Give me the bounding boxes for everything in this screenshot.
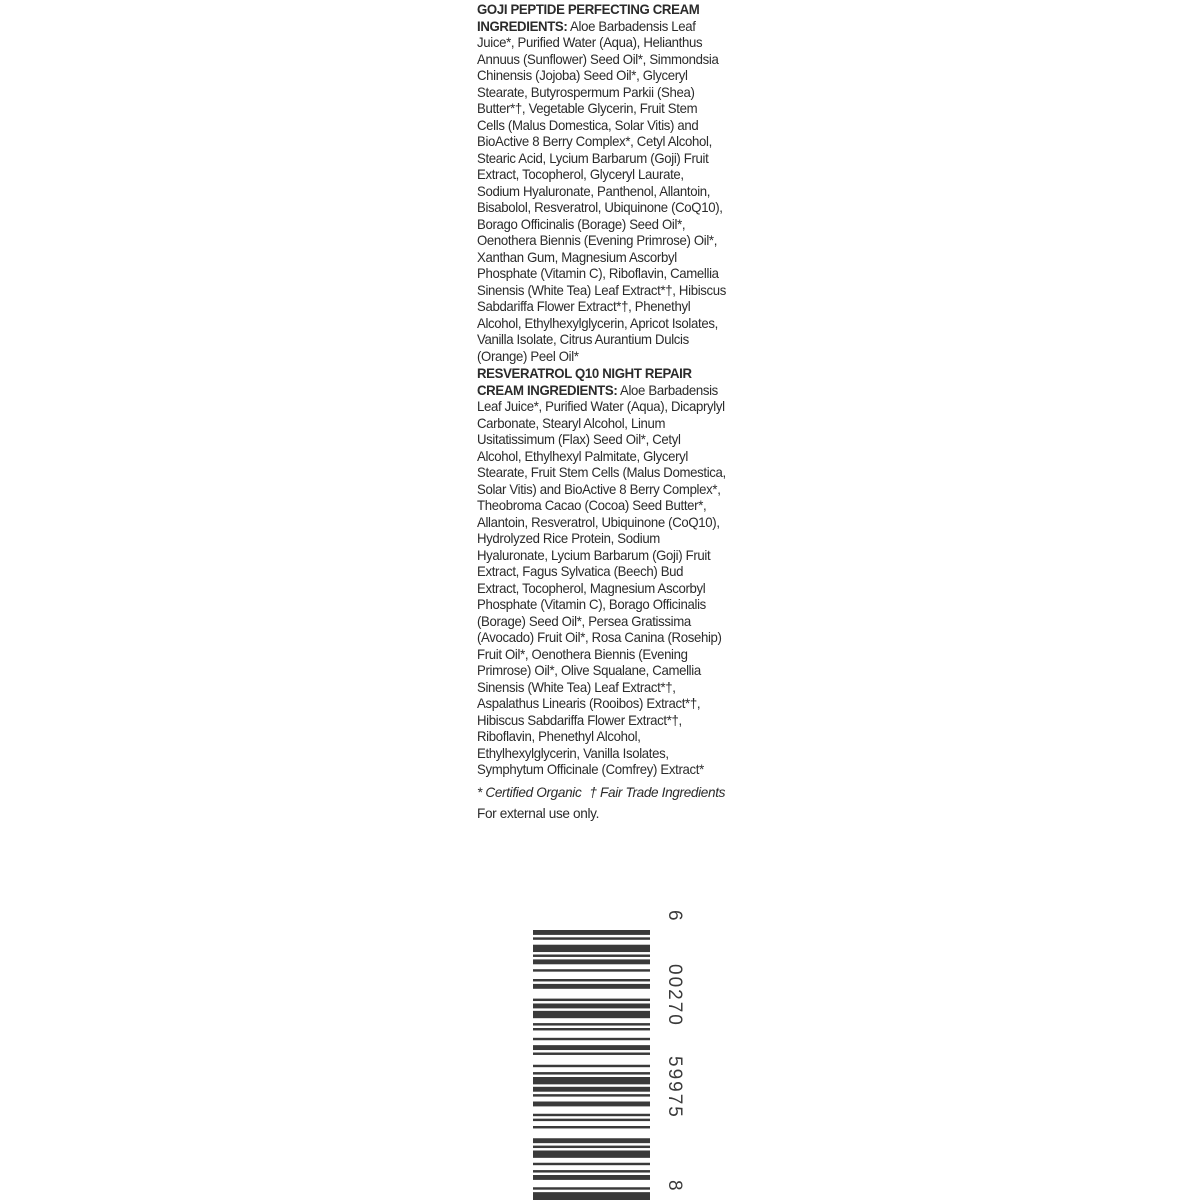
footnote xyxy=(477,785,735,802)
barcode-bar xyxy=(533,1087,650,1092)
goji-ingredients-section xyxy=(477,2,727,365)
barcode-bar xyxy=(533,1192,650,1200)
barcode-bar xyxy=(533,1077,650,1084)
barcode-bar xyxy=(533,979,650,981)
resveratrol-ingredients-list: Aloe Barbadensis Leaf Juice*, Purified Water (Aqua), Dicaprylyl Carbonate, Stearyl Alcohol, Linum Usitatissimum (Flax) Seed Oil*, Cetyl Alcohol, Ethylhexyl Palmitate, Glyceryl Stearate, Fruit Stem Cells (Malus Domestica, Solar Vitis) and BioActive 8 Berry Complex*, Theobroma Cacao (Cocoa) Seed Butter*, Allantoin, Resveratrol, Ubiquinone (CoQ10), Hydrolyzed Rice Protein, Sodium Hyaluronate, Lycium Barbarum (Goji) Fruit Extract, Fagus Sylvatica (Beech) Bud Extract, Tocopherol, Magnesium Ascorbyl Phosphate (Vitamin C), Borago Officinalis (Borage) Seed Oil*, Persea Gratissima (Avocado) Fruit Oil*, Rosa Canina (Rosehip) Fruit Oil*, Oenothera Biennis (Evening Primrose) Oil*, Olive Squalane, Camellia Sinensis (White Tea) Leaf Extract*†, Aspalathus Linearis (Rooibos) Extract*†, Hibiscus Sabdariffa Flower Extract*†, Riboflavin, Phenethyl Alcohol, Ethylhexylglycerin, Vanilla Isolates, Symphytum Officinale (Comfrey) Extract* xyxy=(477,382,726,777)
goji-ingredients-heading: GOJI PEPTIDE PERFECTING CREAM INGREDIENTS: xyxy=(477,2,700,34)
barcode-bar xyxy=(533,1187,650,1189)
barcode-bar xyxy=(533,1053,650,1055)
goji-ingredients-list: Aloe Barbadensis Leaf Juice*, Purified Water (Aqua), Helianthus Annuus (Sunflower) Seed Oil*, Simmondsia Chinensis (Jojoba) Seed Oil*, Glyceryl Stearate, Butyrospermum Parkii (Shea) Butter*†, Vegetable Glycerin, Fruit Stem Cells (Malus Domestica, Solar Vitis) and BioActive 8 Berry Complex*, Cetyl Alcohol, Stearic Acid, Lycium Barbarum (Goji) Fruit Extract, Tocopherol, Glyceryl Laurate, Sodium Hyaluronate, Panthenol, Allantoin, Bisabolol, Resveratrol, Ubiquinone (CoQ10), Borago Officinalis (Borage) Seed Oil*, Oenothera Biennis (Evening Primrose) Oil*, Xanthan Gum, Magnesium Ascorbyl Phosphate (Vitamin C), Riboflavin, Camellia Sinensis (White Tea) Leaf Extract*†, Hibiscus Sabdariffa Flower Extract*†, Phenethyl Alcohol, Ethylhexylglycerin, Apricot Isolates, Vanilla Isolate, Citrus Aurantium Dulcis (Orange) Peel Oil* xyxy=(477,18,727,364)
footnote-organic: * Certified Organic xyxy=(477,784,582,800)
resveratrol-ingredients-heading: RESVERATROL Q10 NIGHT REPAIR CREAM INGREDIENTS: xyxy=(477,366,692,398)
barcode-digits-group2: 00270 xyxy=(664,964,685,1027)
barcode-bar xyxy=(533,969,650,971)
barcode-digit-first: 8 xyxy=(664,1180,685,1191)
barcode-bar xyxy=(533,984,650,989)
barcode-bar xyxy=(533,1138,650,1143)
resveratrol-ingredients-section xyxy=(477,366,727,779)
barcode-bar xyxy=(533,1094,650,1096)
footnote-fair-trade: † Fair Trade Ingredients xyxy=(589,784,726,800)
barcode-bar xyxy=(533,959,650,964)
usage-warning: For external use only. xyxy=(477,806,600,821)
barcode-bar xyxy=(533,1038,650,1040)
barcode-bars xyxy=(533,930,650,1200)
barcode-bar xyxy=(533,1119,650,1121)
barcode-bar xyxy=(533,1170,650,1172)
barcode xyxy=(530,908,685,1200)
barcode-bar xyxy=(533,1011,650,1018)
barcode-digits-group1: 59975 xyxy=(664,1056,685,1119)
barcode-bar xyxy=(533,1028,650,1030)
barcode-bar xyxy=(533,1072,650,1074)
barcode-bar xyxy=(533,1151,650,1158)
barcode-bar xyxy=(533,1114,650,1116)
barcode-bar xyxy=(533,1004,650,1009)
barcode-bar xyxy=(533,1126,650,1128)
barcode-bar xyxy=(533,1102,650,1107)
barcode-digit-last: 6 xyxy=(664,910,685,921)
barcode-bar xyxy=(533,1023,650,1025)
barcode-bar xyxy=(533,1163,650,1165)
barcode-bar xyxy=(533,999,650,1001)
barcode-bar xyxy=(533,1175,650,1180)
ingredients-panel xyxy=(477,2,735,823)
barcode-bar xyxy=(533,955,650,957)
barcode-bar xyxy=(533,1065,650,1067)
barcode-bar xyxy=(533,937,650,939)
barcode-bar xyxy=(533,1146,650,1148)
barcode-bar xyxy=(533,930,650,935)
barcode-bar xyxy=(533,945,650,952)
barcode-bar xyxy=(533,1045,650,1050)
